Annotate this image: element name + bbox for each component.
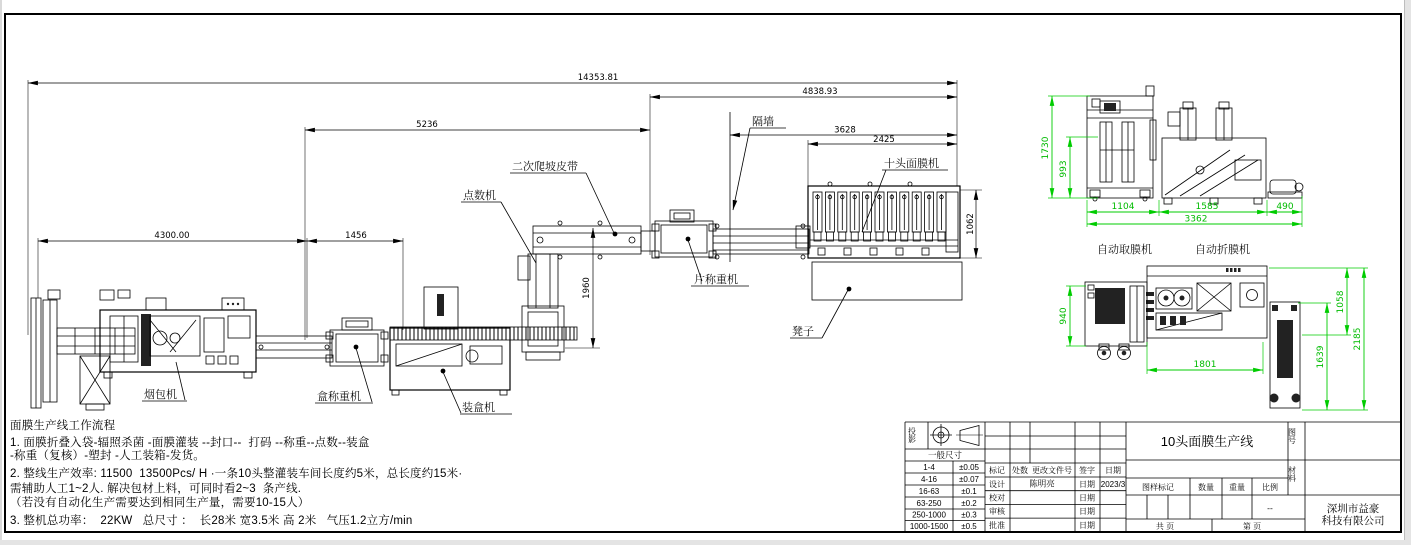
fold-machine-label: 自动折膜机 <box>1195 244 1250 256</box>
notes-title: 面膜生产线工作流程 <box>10 420 116 432</box>
counter-label: 点数机 <box>463 190 496 202</box>
dim-1639: 1639 <box>1316 345 1326 369</box>
dim-climb-height: 1960 <box>582 277 592 299</box>
dim-2185: 2185 <box>1353 327 1363 351</box>
cartoner-machine <box>390 287 577 395</box>
pick-machine-label: 自动取膜机 <box>1097 244 1152 256</box>
stool-outline <box>812 262 962 300</box>
dim-machine-section: 2425 <box>873 135 895 145</box>
tol-val-2: ±0.07 <box>959 475 979 484</box>
dim-wall-section: 3628 <box>834 125 856 136</box>
conveyor-2 <box>713 224 809 259</box>
tol-range-1: 1-4 <box>923 463 935 472</box>
tol-range-3: 16-63 <box>918 487 940 496</box>
dim-head-depth: 1062 <box>966 213 976 235</box>
role-check: 校对 <box>989 493 1005 503</box>
dim-993: 993 <box>1059 160 1069 178</box>
approve-date-label: 日期 <box>1079 521 1095 530</box>
dim-1058: 1058 <box>1336 290 1346 314</box>
role-approve: 批准 <box>989 521 1005 530</box>
viewport-left-edge <box>0 0 2 545</box>
dim-mid-section: 5236 <box>416 120 438 130</box>
detail-plan-main-machine <box>1147 266 1267 338</box>
stamp-label: 图样标记 <box>1142 483 1174 492</box>
weight-label: 重量 <box>1229 483 1245 492</box>
page-no-label: 第 页 <box>1242 522 1262 531</box>
tol-val-5: ±0.3 <box>961 510 977 520</box>
conveyor-1 <box>256 336 332 358</box>
sheet-weigher-label: 片称重机 <box>694 274 738 286</box>
rev-mark-label: 标记 <box>989 466 1005 475</box>
dim-1801: 1801 <box>1193 360 1217 370</box>
role-audit: 审核 <box>989 507 1005 517</box>
projection-label: 投影 <box>907 427 917 443</box>
designer-name: 陈明亮 <box>1029 478 1055 489</box>
box-weigher-machine <box>326 318 388 366</box>
link-conveyor <box>641 231 655 251</box>
notes-line-4: 需辅助人工1~2人. 解决包材上料，可同时看2~3 条产线. <box>10 483 302 495</box>
tol-range-5: 250-1000 <box>912 510 946 520</box>
sheet-weigher-machine <box>652 210 716 258</box>
notes-line-2: -称重（复核）-塑封 -人工装箱-发货。 <box>10 450 206 462</box>
qty-label: 数量 <box>1198 483 1214 492</box>
notes-line-3: 2. 整线生产效率: 11500 13500Pcs/ H ·一条10头整灌装车间长度约5米，总长度约15米· <box>10 468 463 480</box>
fold-machine-elevation <box>1162 102 1303 204</box>
cartoner-label: 装盒机 <box>462 402 495 414</box>
company-name-line1: 深圳市益豪 <box>1326 503 1380 515</box>
detail-plan-outfeed-arm <box>1270 302 1301 408</box>
rev-count-label: 处数 <box>1012 466 1028 475</box>
design-date: 2023/3 <box>1100 480 1126 489</box>
tol-val-1: ±0.05 <box>959 463 979 472</box>
tol-range-4: 63-250 <box>916 499 942 508</box>
notes-line-6: 3. 整机总功率： 22KW 总尺寸 ： 长28米 宽3.5米 高 2米 气压1.2立方/min <box>10 515 413 527</box>
dim-1730: 1730 <box>1041 136 1051 160</box>
overwrap-machine <box>100 298 256 378</box>
dim-1104: 1104 <box>1111 202 1135 212</box>
notes-line-5: （若没有自动化生产需要达到相同生产量，需要10-15人） <box>10 497 310 509</box>
design-date-label: 日期 <box>1079 480 1095 489</box>
scale-value: -- <box>1267 503 1273 513</box>
title-block <box>905 422 1401 532</box>
pages-total-label: 共 页 <box>1155 522 1175 531</box>
pick-machine-elevation <box>1087 86 1156 201</box>
rev-docno-label: 更改文件号 <box>1032 466 1072 475</box>
rev-sign-label: 签字 <box>1079 466 1095 475</box>
ten-head-mask-machine <box>796 182 960 258</box>
tol-val-6: ±0.5 <box>961 522 977 531</box>
drawing-no-label: 图号 <box>1287 428 1297 444</box>
dim-1585: 1585 <box>1195 202 1219 212</box>
dim-conveyor: 1456 <box>345 231 367 241</box>
process-notes <box>10 417 530 527</box>
rev-date-label: 日期 <box>1105 466 1121 475</box>
company-name-line2: 科技有限公司 <box>1321 515 1385 527</box>
detail-plan-left-machine <box>1085 282 1154 360</box>
projection-symbol <box>930 424 983 446</box>
tol-val-4: ±0.2 <box>961 499 977 508</box>
role-design: 设计 <box>989 480 1005 489</box>
viewport-scrollbar[interactable] <box>1404 0 1411 545</box>
drawing-title: 10头面膜生产线 <box>1160 434 1254 449</box>
left-drop-station <box>31 290 135 410</box>
audit-date-label: 日期 <box>1079 507 1095 517</box>
machine-labels <box>142 114 948 414</box>
partition-label: 隔墙 <box>752 116 774 128</box>
dim-total: 14353.81 <box>577 73 619 83</box>
dim-490: 490 <box>1276 202 1294 212</box>
viewport-bottom-edge <box>0 540 1411 545</box>
dim-right-section: 4838.93 <box>802 87 838 97</box>
box-weigher-label: 盒称重机 <box>317 391 361 403</box>
climb-belt-label: 二次爬坡皮带 <box>512 161 578 173</box>
tol-range-2: 4-16 <box>920 475 938 484</box>
detail-top-dimensions <box>1041 96 1302 227</box>
dim-3362: 3362 <box>1184 214 1208 225</box>
tol-val-3: ±0.1 <box>961 487 977 496</box>
dim-940: 940 <box>1059 307 1069 325</box>
check-date-label: 日期 <box>1079 493 1095 503</box>
scale-label: 比例 <box>1262 483 1278 492</box>
dim-left-section: 4300.00 <box>154 231 190 241</box>
overwrap-label: 烟包机 <box>144 389 177 401</box>
notes-line-1: 1. 面膜折叠入袋-辐照杀菌 -面膜灌装 --封口-- 打码 --称重--点数--装盒 <box>10 437 370 449</box>
general-dim-label: 一般尺寸 <box>927 450 963 460</box>
material-label: 材料 <box>1287 466 1297 482</box>
tol-range-6: 1000-1500 <box>909 522 949 531</box>
ten-head-label: 十头面膜机 <box>884 158 939 170</box>
stool-label: 凳子 <box>792 326 814 338</box>
